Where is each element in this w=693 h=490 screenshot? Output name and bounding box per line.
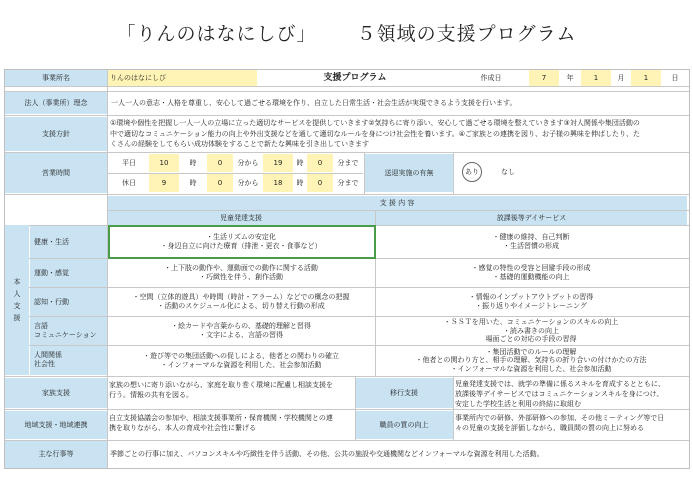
policy-label: 支援方針 xyxy=(5,117,107,151)
grid-line xyxy=(29,345,689,346)
to-unit: 分まで xyxy=(337,158,359,167)
philosophy-text: 一人一人の意志・人格を尊重し、安心して過ごせる環境を作り、自立した日常生活・社会生活が実現できるよう支援を行います。 xyxy=(111,98,517,107)
transition-text: 児童発達支援では、就学の準備に係るスキルを育成するとともに、 放課後等デイサービスではコミュニケーションスキルを身につけ、 安定した学校生活と利用の終結に取組む xyxy=(455,380,665,408)
holiday-label: 休日 xyxy=(122,178,136,187)
domain-social-right: ・集団活動でのルールの理解 ・他者との関わり方と、相手の理解、気持ちの折り合いの付けかたの方法 ・インフォーマルな資源を利用した、社会参加活動 xyxy=(415,347,647,373)
grid-line xyxy=(107,210,689,211)
holiday-end-min: 0 xyxy=(307,174,333,192)
community-label: 地域支援・地域連携 xyxy=(5,411,107,439)
domain-cognition-label: 認知・行動 xyxy=(30,288,107,316)
month-unit: 月 xyxy=(617,73,625,82)
weekday-end-min: 0 xyxy=(307,154,333,172)
grid-line xyxy=(29,316,689,317)
title-office: 「りんのはなにしび」 xyxy=(116,23,317,45)
grid-line xyxy=(453,376,454,440)
domain-language-right: ・ＳＳＴを用いた、コミュニケーションのスキルの向上 ・読み書きの向上 場面ごとの対応の手段の習得 xyxy=(443,318,619,344)
hour-unit: 時 xyxy=(296,158,304,167)
from-unit: 分から xyxy=(237,158,259,167)
policy-text: ①環境や個性を把握し一人一人の立場に立った適切なサービスを提供していきます②気持ちに寄り添い、安心して過ごせる環境を整えていきます③対人関係や集団活動の 中で適切なコミュニケーション能力の向上や外出支援などを通して適切なルールを身につけ社会性を養います。④ご家族との連携を図り、お子様の興味を伸ばしたり、た くさんの経験をしてもらい成功体験をすることで新たな興味を引き出していきます xyxy=(110,119,641,148)
day-unit: 日 xyxy=(671,73,679,82)
individual-support-label: 本 人 支 援 xyxy=(5,225,29,375)
to-unit: 分まで xyxy=(337,178,359,187)
transport-yes: あり xyxy=(462,162,482,182)
weekday-label: 平日 xyxy=(122,158,136,167)
grid-line xyxy=(355,376,356,440)
weekday-start-min: 0 xyxy=(207,154,233,172)
holiday-start-min: 0 xyxy=(207,174,233,192)
date-year: 7 xyxy=(529,70,559,86)
grid-line xyxy=(453,152,454,194)
domain-health-left: ・生活リズムの安定化 ・身辺自立に向けた療育（排泄・更衣・食事など） xyxy=(160,233,322,250)
domain-health-label: 健康・生活 xyxy=(30,226,107,258)
grid-line xyxy=(29,287,689,288)
domain-motor-label: 運動・感覚 xyxy=(30,259,107,287)
hours-label: 営業時間 xyxy=(5,153,107,193)
family-text: 家族の想いに寄り添いながら、家庭を取り巻く環境に配慮し相談支援を 行う。情報の共有を図る。 xyxy=(109,381,333,399)
program-heading: 支援プログラム xyxy=(323,72,387,83)
program-sheet xyxy=(4,69,690,469)
domain-social-label: 人間関係 社会性 xyxy=(30,346,107,375)
transport-no: なし xyxy=(501,167,515,176)
hour-unit: 時 xyxy=(296,178,304,187)
page-title xyxy=(0,19,693,46)
selected-cell-border[interactable] xyxy=(108,225,376,259)
office-label: 事業所名 xyxy=(5,70,107,86)
weekday-start-hour: 10 xyxy=(149,154,179,172)
hour-unit: 時 xyxy=(189,158,197,167)
family-label: 家族支援 xyxy=(5,378,107,408)
year-unit: 年 xyxy=(566,73,574,82)
grid-line xyxy=(364,152,365,194)
philosophy-label: 法人（事業所）理念 xyxy=(5,92,107,114)
hour-unit: 時 xyxy=(189,178,197,187)
domain-motor-left: ・上下肢の動作や、運動面での動作に関する活動 ・巧緻性を伴う、創作活動 xyxy=(164,264,318,281)
community-text: 自立支援協議会の参加や、相談支援事業所・保育機関・学校機関との連 携を取りながら、本人の育成や社会性に繋げる xyxy=(109,414,333,432)
domain-health-right: ・健康の維持、自己判断 ・生活習慣の形成 xyxy=(492,233,570,250)
weekday-end-hour: 19 xyxy=(263,154,293,172)
date-month: 1 xyxy=(581,70,611,86)
domain-social-left: ・遊び等での集団活動への促しによる、他者との関わりの確立 ・インフォーマルな資源を利用した、社会参加活動 xyxy=(143,351,339,369)
transition-label: 移行支援 xyxy=(355,378,453,408)
holiday-end-hour: 18 xyxy=(263,174,293,192)
domain-language-left: ・絵カードや言葉からの、基礎的理解と習得 ・文字による、言語の習得 xyxy=(171,322,311,339)
date-label: 作成日 xyxy=(480,73,502,82)
staff-text: 事業所内での研修、外部研修への参加、その他ミーティング等で日 々の児童の支援を評価しながら、職員間の質の向上に努める xyxy=(455,414,665,432)
date-day: 1 xyxy=(631,70,661,86)
from-unit: 分から xyxy=(237,178,259,187)
domain-language-label: 言語 コミュニケーション xyxy=(30,317,107,345)
domain-motor-right: ・感覚の特性の受容と回避手段の形成 ・基礎的運動機能の向上 xyxy=(471,264,591,281)
events-text: 季節ごとの行事に加え、パソコンスキルや巧緻性を伴う活動、その他、公共の施設や交通機関などインフォーマルな資源を利用した活動。 xyxy=(110,450,544,458)
office-value: りんのはなにしび xyxy=(107,70,257,86)
holiday-start-hour: 9 xyxy=(149,174,179,192)
title-program: ５領域の支援プログラム xyxy=(356,23,577,45)
col-child-dev: 児童発達支援 xyxy=(107,211,375,225)
domain-cognition-left: ・空間（立体的遊具）や時間（時計・アラーム）などでの概念の把握 ・活動のスケジュール化による、切り替え行動の形成 xyxy=(132,293,350,310)
grid-line xyxy=(107,173,363,174)
staff-label: 職員の質の向上 xyxy=(355,411,453,439)
grid-line xyxy=(107,70,108,468)
events-label: 主な行事等 xyxy=(5,441,107,468)
domain-cognition-right: ・情報のインプットアウトプットの習得 ・振り返りやイメージトレーニング xyxy=(468,293,594,310)
col-after-school: 放課後等デイサービス xyxy=(376,211,687,225)
transport-label: 送迎実施の有無 xyxy=(365,154,453,192)
support-content-header: 支 援 内 容 xyxy=(107,196,687,210)
